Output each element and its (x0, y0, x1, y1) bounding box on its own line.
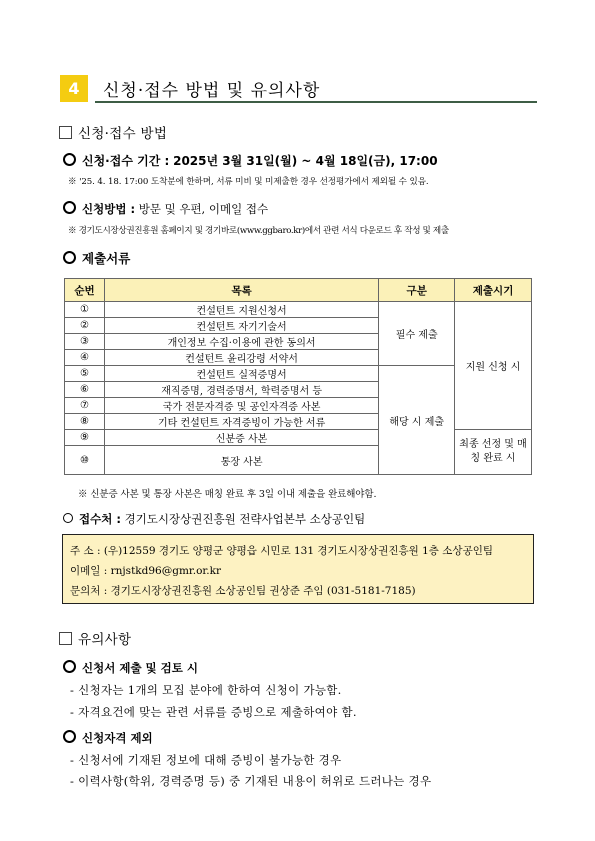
category-required: 필수 제출 (379, 302, 455, 366)
section-divider (95, 101, 537, 103)
row-no: ② (65, 318, 105, 334)
row-no: ③ (65, 334, 105, 350)
category-applicable: 해당 시 제출 (379, 366, 455, 475)
row-no: ① (65, 302, 105, 318)
row-item: 컨설턴트 실적증명서 (104, 366, 378, 382)
row-item: 기타 컨설턴트 자격증빙이 가능한 서류 (104, 414, 378, 430)
header-item: 목록 (104, 279, 378, 302)
row-no: ⑥ (65, 382, 105, 398)
circle-bullet-icon (63, 201, 76, 214)
table-row (65, 430, 532, 446)
docs-heading-text: 제출서류 (82, 251, 131, 266)
exclusion-heading (63, 730, 153, 746)
method-note: ※ 경기도시장상권진흥원 홈페이지 및 경기바로(www.ggbaro.kr)에서 관련 서식 다운로드 후 작성 및 제출 (68, 226, 449, 236)
checkbox-square-icon (59, 632, 72, 645)
address-line: 주 소 : (우)12559 경기도 양평군 양평읍 시민로 131 경기도시장상권진흥원 1층 소상공인팀 (70, 545, 494, 557)
checkbox-square-icon (59, 126, 72, 139)
exclusion-heading-text: 신청자격 제외 (82, 731, 153, 745)
method-label: 신청방법 : (82, 202, 136, 216)
row-item: 재직증명, 경력증명서, 학력증명서 등 (104, 382, 378, 398)
row-item: 컨설턴트 지원신청서 (104, 302, 378, 318)
row-no: ⑧ (65, 414, 105, 430)
header-category: 구분 (379, 279, 455, 302)
period-note: ※ '25. 4. 18. 17:00 도착분에 한하며, 서류 미비 및 미제출한 경우 선정평가에서 제외될 수 있음. (68, 177, 429, 187)
submit-item: - 자격요건에 맞는 관련 서류를 증빙으로 제출하여야 함. (70, 705, 357, 719)
header-timing: 제출시기 (455, 279, 532, 302)
row-no: ⑩ (65, 446, 105, 475)
caution-heading (59, 628, 131, 648)
timing-apply: 지원 신청 시 (455, 302, 532, 430)
row-item: 개인정보 수집·이용에 관한 동의서 (104, 334, 378, 350)
row-item: 컨설턴트 윤리강령 서약서 (104, 350, 378, 366)
circle-bullet-icon (63, 513, 73, 523)
submit-heading-text: 신청서 제출 및 검토 시 (82, 661, 198, 675)
row-item: 신분증 사본 (104, 430, 378, 446)
circle-bullet-icon (63, 153, 76, 166)
apply-method-heading (59, 122, 167, 142)
period-label: 신청·접수 기간 : (82, 154, 170, 168)
docs-heading (63, 249, 130, 267)
receiver-line (63, 511, 365, 527)
section-number-badge: 4 (60, 75, 88, 102)
row-item: 국가 전문자격증 및 공인자격증 사본 (104, 398, 378, 414)
row-item: 컨설턴트 자기기술서 (104, 318, 378, 334)
apply-method-heading-text: 신청·접수 방법 (78, 126, 168, 142)
caution-heading-text: 유의사항 (78, 632, 132, 648)
contact-line: 문의처 : 경기도시장상권진흥원 소상공인팀 권상준 주임 (031-5181-7185) (70, 585, 416, 597)
header-no: 순번 (65, 279, 105, 302)
method-value: 방문 및 우편, 이메일 접수 (138, 202, 269, 216)
docs-note: ※ 신분증 사본 및 통장 사본은 매칭 완료 후 3일 이내 제출을 완료해야함. (78, 489, 377, 500)
row-item: 통장 사본 (104, 446, 378, 475)
docs-table (64, 278, 532, 475)
row-no: ⑦ (65, 398, 105, 414)
circle-bullet-icon (63, 251, 76, 264)
row-no: ④ (65, 350, 105, 366)
circle-bullet-icon (63, 730, 76, 743)
row-no: ⑨ (65, 430, 105, 446)
method-line (63, 201, 268, 217)
receiver-label: 접수처 : (79, 512, 121, 526)
email-line: 이메일 : rnjstkd96@gmr.or.kr (70, 565, 222, 577)
table-header-row (65, 279, 532, 302)
section-title: 신청·접수 방법 및 유의사항 (103, 81, 321, 101)
period-line (63, 152, 438, 169)
period-value: 2025년 3월 31일(월) ~ 4월 18일(금), 17:00 (173, 154, 438, 168)
receiver-value: 경기도시장상권진흥원 전략사업본부 소상공인팀 (124, 512, 366, 526)
submit-item: - 신청자는 1개의 모집 분야에 한하여 신청이 가능함. (70, 683, 342, 697)
circle-bullet-icon (63, 660, 76, 673)
exclusion-item: - 이력사항(학위, 경력증명 등) 중 기재된 내용이 허위로 드러나는 경우 (70, 774, 432, 788)
exclusion-item: - 신청서에 기재된 정보에 대해 증빙이 불가능한 경우 (70, 753, 342, 767)
table-row (65, 302, 532, 318)
timing-final: 최종 선정 및 매칭 완료 시 (455, 430, 532, 475)
row-no: ⑤ (65, 366, 105, 382)
submit-heading (63, 660, 198, 676)
contact-info-box (62, 534, 534, 604)
